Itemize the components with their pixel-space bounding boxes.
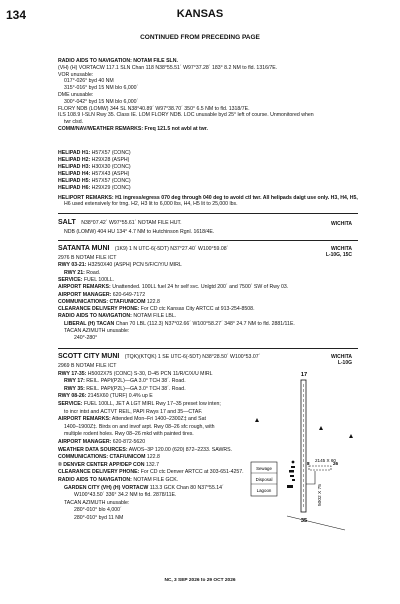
runway-dimensions: 5002 X 75	[318, 484, 323, 506]
scott-line-label: RWY 17-35:	[58, 370, 87, 377]
satanta-line-label: RADIO AIDS TO NAVIGATION:	[58, 313, 132, 320]
hangar	[289, 470, 294, 473]
footer-effective-dates: NC, 3 SEP 2026 to 29 OCT 2026	[164, 578, 236, 583]
satanta-line-value: 620-649-7172	[111, 291, 146, 298]
scott-line-value: H5002X75 (CONC) S-30, D-45 PCN 11/R/C/X/U MIRL	[86, 370, 213, 377]
hangar	[292, 479, 295, 481]
helipad-line-label: HELIPAD H6:	[58, 185, 91, 191]
scott-line	[58, 439, 145, 445]
helipad-line	[58, 171, 129, 177]
helipad-line-label: HELIPAD H2:	[58, 157, 91, 163]
scott-line	[58, 393, 153, 399]
satanta-line	[58, 284, 288, 290]
scott-line-label: SERVICE:	[58, 401, 83, 407]
satanta-line-value: Unattended. 100LL fuel 24 hr self svc. Unlgtd 200´ and 7500´ SW of Rwy 03.	[110, 284, 289, 291]
satanta-line-value: 122.8	[145, 298, 160, 305]
scott-line	[58, 401, 221, 407]
scott-line	[64, 485, 224, 491]
scott-chart-region: WICHITA	[330, 354, 352, 360]
scott-line-label: AIRPORT REMARKS:	[58, 416, 111, 423]
helipad-line-value: H57X57 (CONC)	[90, 178, 131, 184]
scott-line-value: AWOS–3P 120.00 (620) 872–2233. SAWRS.	[127, 446, 233, 453]
continued-banner: CONTINUED FROM PRECEDING PAGE	[140, 34, 260, 41]
satanta-line-label: RWY 03-21:	[58, 262, 87, 269]
nav-line: RADIO AIDS TO NAVIGATION: NOTAM FILE SLN.	[58, 58, 178, 64]
helipad-line	[58, 164, 131, 170]
scott-head: (TQK)(KTQK) 1 SE UTC-6(-5DT) N38°28.50´ W100°53.07´	[124, 354, 261, 360]
scott-line-value: 113.3 GCK Chan 80 N37°55.14´	[148, 484, 224, 491]
satanta-line	[58, 306, 255, 312]
satanta-line-value: FUEL 100LL.	[82, 276, 115, 283]
satanta-line-label: SERVICE:	[58, 276, 83, 283]
runway-17-label: 17	[300, 372, 308, 378]
helipad-line	[58, 157, 129, 163]
scott-line: 1400–1900Z‡. Birds on and invof arpt. Rwy 08–26 sfc rough, with	[64, 423, 215, 430]
satanta-line	[58, 292, 145, 298]
scott-line-value: For CD ctc Denver ARTCC at 303-651-4257.	[139, 469, 244, 476]
nav-line: twr clsd.	[64, 119, 84, 126]
helipad-line-value: H29X28 (ASPH)	[90, 157, 130, 163]
scott-line-value: Attended Mon–Fri 1400–2300Z‡ and Sat	[110, 416, 206, 423]
lagoon-label-1: Sewage	[256, 466, 272, 471]
helipad-line-label: HELIPAD H4:	[58, 171, 91, 177]
nav-line: (VH) (H) VORTACW 117.1 SLN Chan 118 N38°55.51´ W97°37.28´ 183° 8.2 NM to fld. 1316/7E.	[58, 64, 278, 71]
hangar	[291, 466, 295, 468]
satanta-line	[58, 262, 182, 268]
scott-line-label: COMMUNICATIONS: CTAF/UNICOM	[58, 454, 146, 461]
helipad-line	[58, 185, 131, 191]
scott-header	[58, 354, 260, 360]
scott-line	[58, 454, 160, 460]
scott-line-value: 132.7	[144, 461, 159, 468]
scott-line-label: RWY 08-26:	[58, 393, 87, 400]
scott-line: 280°-010° blo 4,000´	[74, 507, 122, 514]
helipad-line-value: H57X43 (ASPH)	[90, 171, 130, 177]
satanta-line-label: COMMUNICATIONS: CTAF/UNICOM	[58, 298, 146, 305]
scott-line: to incr intst and ACTVT REIL, PAPI Rwys 17 and 35—CTAF.	[64, 408, 203, 415]
satanta-line-label: AIRPORT MANAGER:	[58, 291, 112, 298]
satanta-head: (1K9) 1 N UTC-6(-5DT) N37°27.40´ W100°59.08´	[114, 246, 229, 252]
satanta-line-value: For CD ctc Kansas City ARTCC at 913-254-8508.	[139, 306, 255, 313]
hangar	[290, 475, 294, 477]
runway-35-label: 35	[300, 518, 308, 524]
satanta-line-value: H3250X40 (ASPH) PCN 5/F/C/Y/U MIRL	[86, 262, 182, 269]
lagoon-label-3: Lagoon	[256, 488, 272, 493]
nav-line: 017°-026° byd 40 NM	[64, 78, 114, 85]
scott-line-label: RWY 17:	[64, 378, 85, 385]
scott-line	[58, 462, 159, 468]
satanta-line: 240°-280°	[74, 335, 98, 342]
satanta-line-value: Road.	[84, 269, 101, 276]
helipad-line	[58, 150, 131, 156]
satanta-line-label: LIBERAL (H) TACAN	[64, 320, 115, 327]
scott-line-value: NOTAM FILE GCK.	[131, 477, 179, 483]
satanta-line	[64, 270, 100, 276]
lagoon-label-2: Disposal	[255, 477, 273, 482]
heliport-remarks-line2: H6 used extensively for trng. H2, H3 lit to 6,000 lbs, H4, H5 lit to 25,000 lbs.	[64, 201, 238, 207]
nav-line: DME unusable:	[58, 92, 94, 98]
satanta-chart-region: WICHITA	[330, 246, 352, 252]
scott-line: 280°-010° byd 11 NM	[74, 515, 124, 521]
satanta-line-value: NOTAM FILE LBL.	[131, 313, 177, 320]
helipad-line-label: HELIPAD H1:	[58, 150, 91, 156]
divider	[58, 213, 358, 214]
scott-line	[58, 477, 178, 483]
runway-08-label: 8	[307, 461, 310, 466]
scott-line-value: 620-872-5620	[111, 439, 146, 445]
scott-line-label: CLEARANCE DELIVERY PHONE:	[58, 469, 140, 476]
satanta-charts: L-10G, 15C	[325, 252, 352, 258]
scott-line: W100°43.50´ 336° 34.2 NM to fld. 2878/11E.	[74, 492, 177, 499]
salt-ndb: NDB (LOMW) 404 HU 134° 4.7 NM to Hutchinson Rgnl. 1618/4E.	[64, 229, 215, 235]
nav-line: FLORY NDB (LOMW) 344 SL N38°40.89´ W97°38.70´ 350° 6.5 NM to fld. 1318/7E.	[58, 105, 250, 112]
scott-line: multiple rodent holes. Rwy 08–26 mkd with painted tires.	[64, 431, 194, 438]
satanta-line	[64, 321, 295, 327]
nav-line: ILS 108.9 I-SLN Rwy 35. Class IE. LOM FLORY NDB. LOC unusable byd 25° left of course. Unmonitored when	[58, 112, 314, 119]
scott-line-label: ® DENVER CENTER APP/DEP CON	[58, 461, 145, 468]
divider	[58, 240, 358, 241]
scott-line	[64, 378, 186, 384]
nav-line: VOR unusable:	[58, 71, 94, 78]
scott-line	[64, 386, 186, 392]
satanta-line	[58, 313, 176, 319]
scott-line-value: 2145X60 (TURF) 0.4% up E	[86, 393, 153, 400]
scott-line-value: REIL. PAPI(P2L)—GA 3.0° TCH 38´. Road.	[84, 385, 186, 392]
helipad-line-value: H57X57 (CONC)	[90, 150, 131, 156]
helipad-line-value: H29X29 (CONC)	[90, 185, 131, 191]
helipad-line-value: H30X30 (CONC)	[90, 164, 131, 170]
salt-name: SALT	[58, 219, 76, 226]
airport-diagram	[245, 366, 357, 538]
nav-line: 315°-016° byd 15 NM blo 6,000´	[64, 85, 139, 92]
salt-header	[58, 220, 182, 226]
satanta-line-label: CLEARANCE DELIVERY PHONE:	[58, 306, 140, 313]
scott-line-label: WEATHER DATA SOURCES:	[58, 446, 128, 453]
scott-name: SCOTT CITY MUNI	[58, 353, 120, 360]
scott-line: 2969 B NOTAM FILE ICT	[58, 363, 117, 369]
scott-line-value: 122.8	[145, 454, 160, 461]
helipad-line	[58, 178, 131, 184]
beacon-icon	[292, 461, 295, 464]
nav-line: 300°-042° byd 15 NM blo 6,000´	[64, 98, 139, 105]
satanta-line	[58, 277, 114, 283]
satanta-header	[58, 246, 228, 252]
heliport-remarks-line1: HELIPORT REMARKS: H1 ingress/egress 070 deg through 040 deg to avoid ctl twr. All helipads daigt use only. H3, H4, H5,	[58, 195, 358, 201]
helipad-line-label: HELIPAD H5:	[58, 178, 91, 184]
scott-line	[58, 469, 244, 475]
satanta-line	[58, 299, 160, 305]
scott-line-label: GARDEN CITY (VH) (H) VORTACW	[64, 484, 149, 491]
page-number: 134	[6, 8, 27, 22]
nav-line: COMM/NAV/WEATHER REMARKS: Freq 121.5 not avbl at twr.	[58, 126, 208, 132]
state-title: KANSAS	[176, 8, 224, 20]
satanta-line: TACAN AZIMUTH unusable:	[64, 328, 130, 334]
scott-line	[58, 371, 213, 377]
runway-26-label: 26	[333, 461, 339, 466]
satanta-line-label: AIRPORT REMARKS:	[58, 284, 111, 291]
divider	[58, 348, 358, 349]
satanta-line-label: RWY 21:	[64, 269, 85, 276]
turf-dimensions: 2145 X 60	[315, 458, 336, 463]
scott-line-value: FUEL 100LL, JET A LGT MIRL Rwy 17–35 preset low inten;	[82, 401, 221, 407]
satanta-line-value: Chan 70 LBL (112.3) N37°02.66´ W100°58.27´ 348° 24.7 NM to fld. 2881/11E.	[114, 320, 295, 327]
satanta-name: SATANTA MUNI	[58, 245, 110, 252]
scott-line-label: RADIO AIDS TO NAVIGATION:	[58, 477, 132, 483]
scott-line	[58, 416, 206, 422]
scott-line: TACAN AZIMUTH unusable:	[64, 499, 130, 506]
satanta-line: 2976 B NOTAM FILE ICT	[58, 255, 117, 261]
scott-line-label: AIRPORT MANAGER:	[58, 439, 112, 445]
scott-line	[58, 447, 232, 453]
helipad-line-label: HELIPAD H3:	[58, 164, 91, 170]
scott-line-value: REIL. PAPI(P2L)—GA 3.0° TCH 38´. Road.	[84, 378, 186, 385]
salt-coords: N38°07.42´ W97°55.61´ NOTAM FILE HUT.	[81, 220, 182, 226]
hangar	[287, 485, 293, 488]
scott-line-label: RWY 35:	[64, 385, 85, 392]
scott-charts: L-10G	[337, 360, 352, 366]
salt-chart-region: WICHITA	[330, 221, 352, 227]
